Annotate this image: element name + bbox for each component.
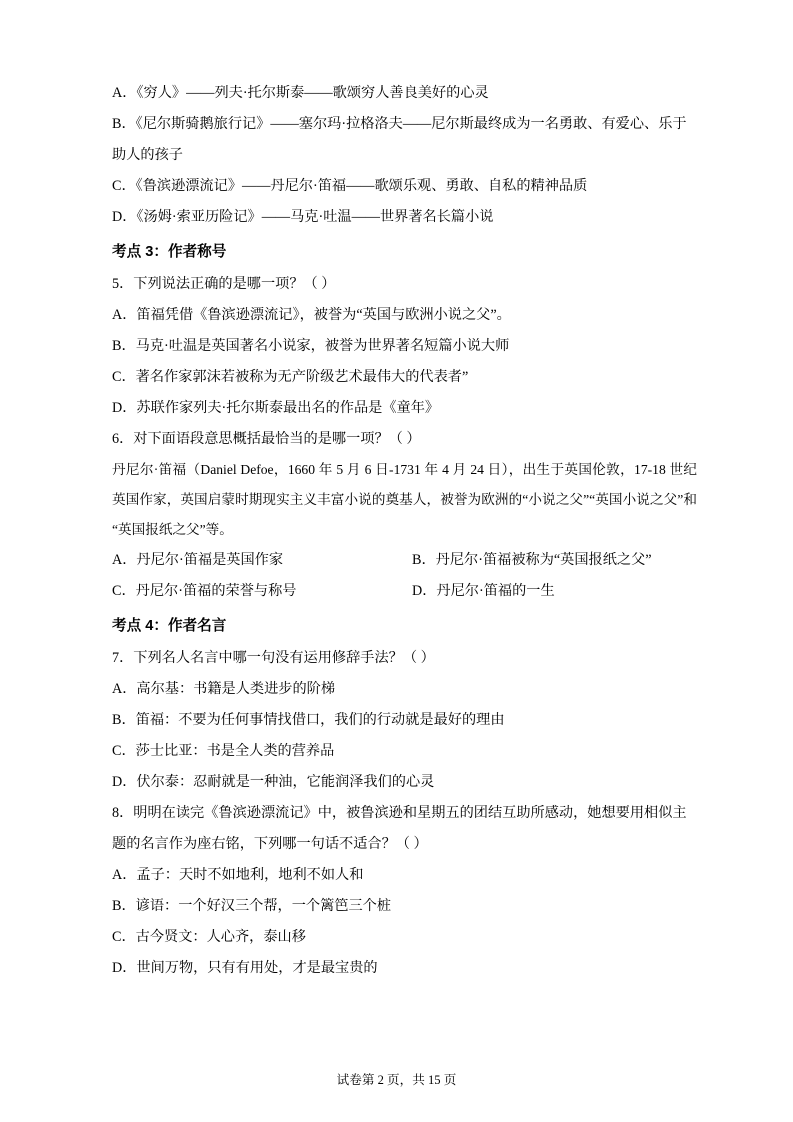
option-item: D．《汤姆·索亚历险记》——马克·吐温——世界著名长篇小说 (112, 209, 494, 225)
option-item: B．谚语：一个好汉三个帮，一个篱笆三个桩 (112, 898, 392, 914)
section-heading-3: 考点 3：作者称号 (112, 244, 227, 260)
option-item: C．《鲁滨逊漂流记》——丹尼尔·笛福——歌颂乐观、勇敢、自私的精神品质 (112, 178, 588, 194)
page-footer: 试卷第 2 页，共 15 页 (336, 1073, 457, 1087)
question-passage-6: 丹尼尔·笛福（Daniel Defoe，1660 年 5 月 6 日-1731 年 4 月 24 日），出生于英国伦敦，17-18 世纪英国作家，英国启蒙时期现实主义丰富小说的奠基人，被誉为欧洲的“小说之父”“英国小说之父”和“英国报纸之父”等。 (112, 462, 697, 537)
option-item: C．古今贤文：人心齐，泰山移 (112, 929, 306, 945)
option-row (112, 576, 697, 607)
question-stem-6: 6．对下面语段意思概括最恰当的是哪一项？（ ） (112, 431, 421, 447)
option-item: C．著名作家郭沫若被称为无产阶级艺术最伟大的代表者” (112, 369, 469, 385)
option-item: B．马克·吐温是英国著名小说家，被誉为世界著名短篇小说大师 (112, 338, 510, 354)
option-item: C．丹尼尔·笛福的荣誉与称号 (112, 583, 297, 599)
option-item: D．丹尼尔·笛福的一生 (412, 583, 555, 599)
option-item: A．丹尼尔·笛福是英国作家 (112, 552, 284, 568)
option-item: A．笛福凭借《鲁滨逊漂流记》，被誉为“英国与欧洲小说之父”。 (112, 307, 511, 323)
option-item: B．丹尼尔·笛福被称为“英国报纸之父” (412, 552, 652, 568)
option-item: B．《尼尔斯骑鹅旅行记》——塞尔玛·拉格洛夫——尼尔斯最终成为一名勇敢、有爱心、乐于助人的孩子 (112, 116, 687, 163)
option-item: D．伏尔泰：忍耐就是一种油，它能润泽我们的心灵 (112, 774, 435, 790)
option-item: D．世间万物，只有有用处，才是最宝贵的 (112, 960, 378, 976)
option-item: C．莎士比亚：书是全人类的营养品 (112, 743, 335, 759)
section-heading-4: 考点 4：作者名言 (112, 618, 227, 634)
question-stem-5: 5．下列说法正确的是哪一项？（ ） (112, 276, 336, 292)
option-item: B．笛福：不要为任何事情找借口，我们的行动就是最好的理由 (112, 712, 505, 728)
option-row (112, 545, 697, 576)
option-item: A．孟子：天时不如地利，地利不如人和 (112, 867, 364, 883)
question-stem-7: 7．下列名人名言中哪一句没有运用修辞手法？（ ） (112, 650, 435, 666)
option-item: A．高尔基：书籍是人类进步的阶梯 (112, 681, 336, 697)
option-item: D．苏联作家列夫·托尔斯泰最出名的作品是《童年》 (112, 400, 440, 416)
question-stem-8: 8．明明在读完《鲁滨逊漂流记》中，被鲁滨逊和星期五的团结互助所感动，她想要用相似主题的名言作为座右铭，下列哪一句话不适合？（ ） (112, 805, 687, 852)
option-item: A．《穷人》——列夫·托尔斯泰——歌颂穷人善良美好的心灵 (112, 85, 489, 101)
